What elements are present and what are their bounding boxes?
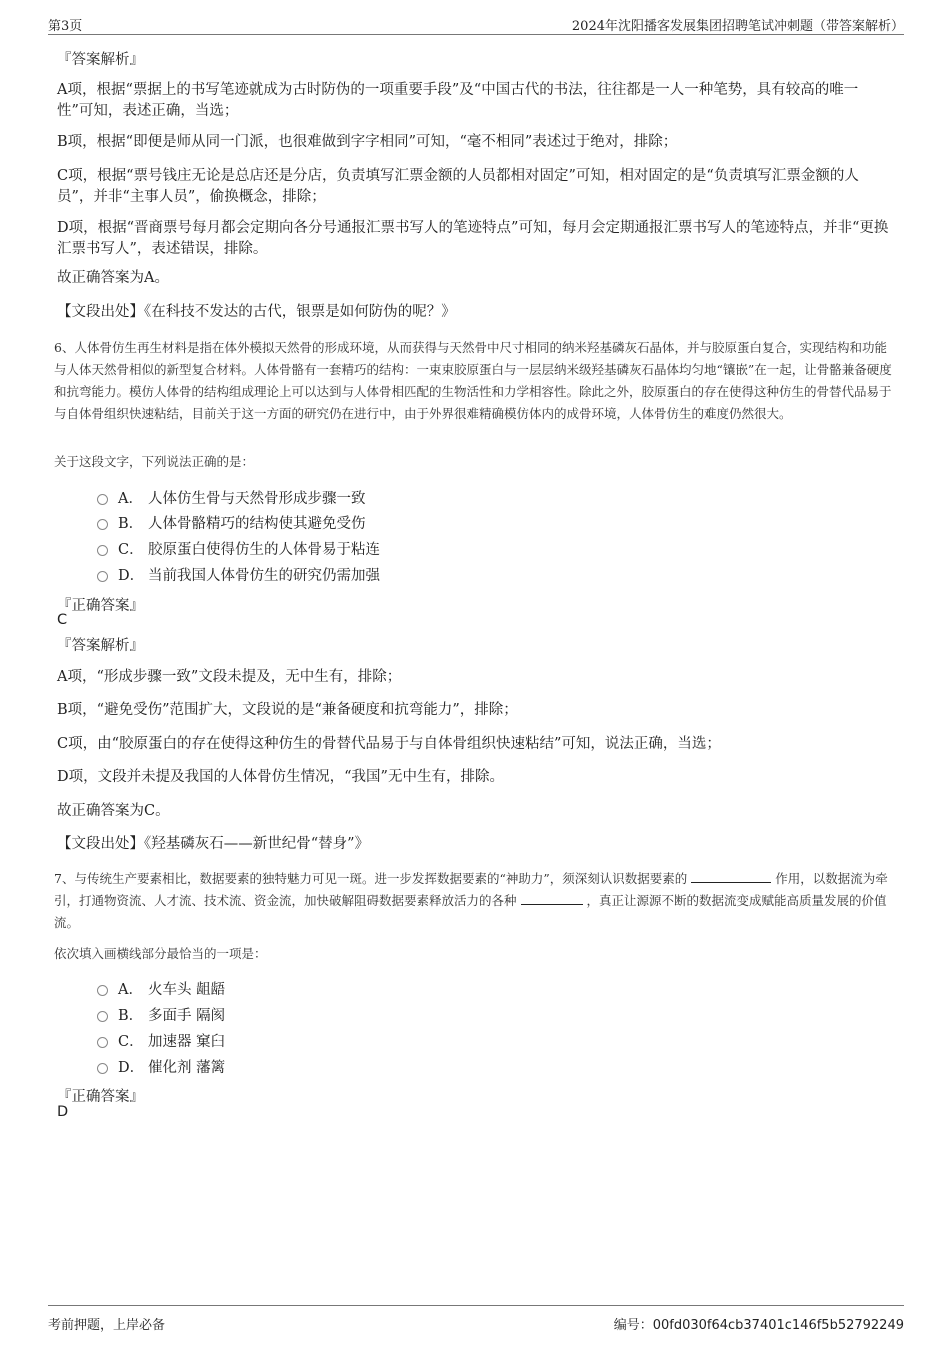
q6-prompt: 关于这段文字，下列说法正确的是： (54, 454, 255, 469)
q6-option-a[interactable]: A． 人体仿生骨与天然骨形成步骤一致 (97, 486, 366, 508)
q5-analysis-b: B项，根据“即便是师从同一门派，也很难做到字字相同”可知，“毫不相同”表述过于绝对，排除； (57, 134, 678, 150)
footer-slogan: 考前押题，上岸必备 (48, 1318, 166, 1333)
q6-analysis-c: C项，由“胶原蛋白的存在使得这种仿生的骨替代品易于与自体骨组织快速粘结”可知，说法正确，当选； (57, 736, 721, 752)
radio-icon[interactable] (97, 571, 108, 582)
q6-answer-label: 『正确答案』 (57, 598, 144, 614)
radio-icon[interactable] (97, 1063, 108, 1074)
q6-analysis-a: A项，“形成步骤一致”文段未提及，无中生有，排除； (57, 669, 402, 685)
q6-conclusion: 故正确答案为C。 (57, 803, 170, 819)
radio-icon[interactable] (97, 545, 108, 556)
footer-code: 编号：00fd030f64cb37401c146f5b52792249 (613, 1318, 904, 1333)
document-title: 2024年沈阳播客发展集团招聘笔试冲刺题（带答案解析） (571, 19, 904, 34)
q6-answer: C (57, 612, 68, 628)
q7-answer: D (57, 1104, 69, 1120)
q7-stem: 7、与传统生产要素相比，数据要素的独特魅力可见一斑。进一步发挥数据要素的“神助力”，须深刻认识数据要素的 作用，以数据流为牵引，打通物资流、人才流、技术流、资金流，加快破解阻碍数据要素释放活力的各种 ，真正让源源不断的数据流变成赋能高质量发展的价值流。 (54, 868, 892, 934)
page-number: 第3页 (48, 19, 83, 34)
q7-option-c[interactable]: C． 加速器 窠臼 (97, 1029, 225, 1051)
page-header (48, 12, 904, 35)
radio-icon[interactable] (97, 1037, 108, 1048)
q5-analysis-a: A项，根据“票据上的书写笔迹就成为古时防伪的一项重要手段”及“中国古代的书法，往往都是一人一种笔势，具有较高的唯一性”可知，表述正确，当选； (57, 82, 859, 119)
q5-analysis-d: D项，根据“晋商票号每月都会定期向各分号通报汇票书写人的笔迹特点”可知，每月会定期通报汇票书写人的笔迹特点，并非“更换汇票书写人”，表述错误，排除。 (57, 220, 889, 257)
radio-icon[interactable] (97, 1011, 108, 1022)
q5-analysis-c: C项，根据“票号钱庄无论是总店还是分店，负责填写汇票金额的人员都相对固定”可知，相对固定的是“负责填写汇票金额的人员”，并非“主事人员”，偷换概念，排除； (57, 168, 859, 205)
radio-icon[interactable] (97, 985, 108, 996)
q6-option-c[interactable]: C． 胶原蛋白使得仿生的人体骨易于粘连 (97, 537, 380, 559)
q6-analysis-d: D项，文段并未提及我国的人体骨仿生情况，“我国”无中生有，排除。 (57, 769, 504, 785)
q6-analysis-label: 『答案解析』 (57, 638, 144, 654)
q6-source: 【文段出处】《羟基磷灰石——新世纪骨“替身”》 (57, 836, 370, 852)
q5-analysis-label: 『答案解析』 (57, 52, 144, 68)
q7-answer-label: 『正确答案』 (57, 1089, 144, 1105)
blank-2[interactable] (521, 890, 583, 905)
q7-option-b[interactable]: B． 多面手 隔阂 (97, 1003, 225, 1025)
q7-prompt: 依次填入画横线部分最恰当的一项是： (54, 946, 267, 961)
q6-option-d[interactable]: D． 当前我国人体骨仿生的研究仍需加强 (97, 563, 380, 585)
q5-source: 【文段出处】《在科技不发达的古代，银票是如何防伪的呢？》 (57, 304, 456, 320)
q6-option-b[interactable]: B． 人体骨骼精巧的结构使其避免受伤 (97, 511, 366, 533)
page-footer (48, 1305, 904, 1334)
q6-stem: 6、人体骨仿生再生材料是指在体外模拟天然骨的形成环境，从而获得与天然骨中尺寸相同的纳米羟基磷灰石晶体，并与胶原蛋白复合，实现结构和功能与人体天然骨相似的新型复合材料。人体骨骼有一套精巧的结构：一束束胶原蛋白与一层层纳米级羟基磷灰石晶体均匀地“镶嵌”在一起，让骨骼兼备硬度和抗弯能力。模仿人体骨的结构组成理论上可以达到与人体骨相匹配的生物活性和力学相容性。除此之外，胶原蛋白的存在使得这种仿生的骨替代品易于与自体骨组织快速粘结，目前关于这一方面的研究仍在进行中，由于外界很难精确模仿体内的成骨环境，人体骨仿生的难度仍然很大。 (54, 340, 892, 421)
q7-option-d[interactable]: D． 催化剂 藩篱 (97, 1055, 225, 1077)
radio-icon[interactable] (97, 494, 108, 505)
q7-option-a[interactable]: A． 火车头 龃龉 (97, 977, 225, 999)
q5-conclusion: 故正确答案为A。 (57, 270, 169, 286)
radio-icon[interactable] (97, 519, 108, 530)
blank-1[interactable] (691, 868, 771, 883)
q6-analysis-b: B项，“避免受伤”范围扩大，文段说的是“兼备硬度和抗弯能力”，排除； (57, 702, 518, 718)
